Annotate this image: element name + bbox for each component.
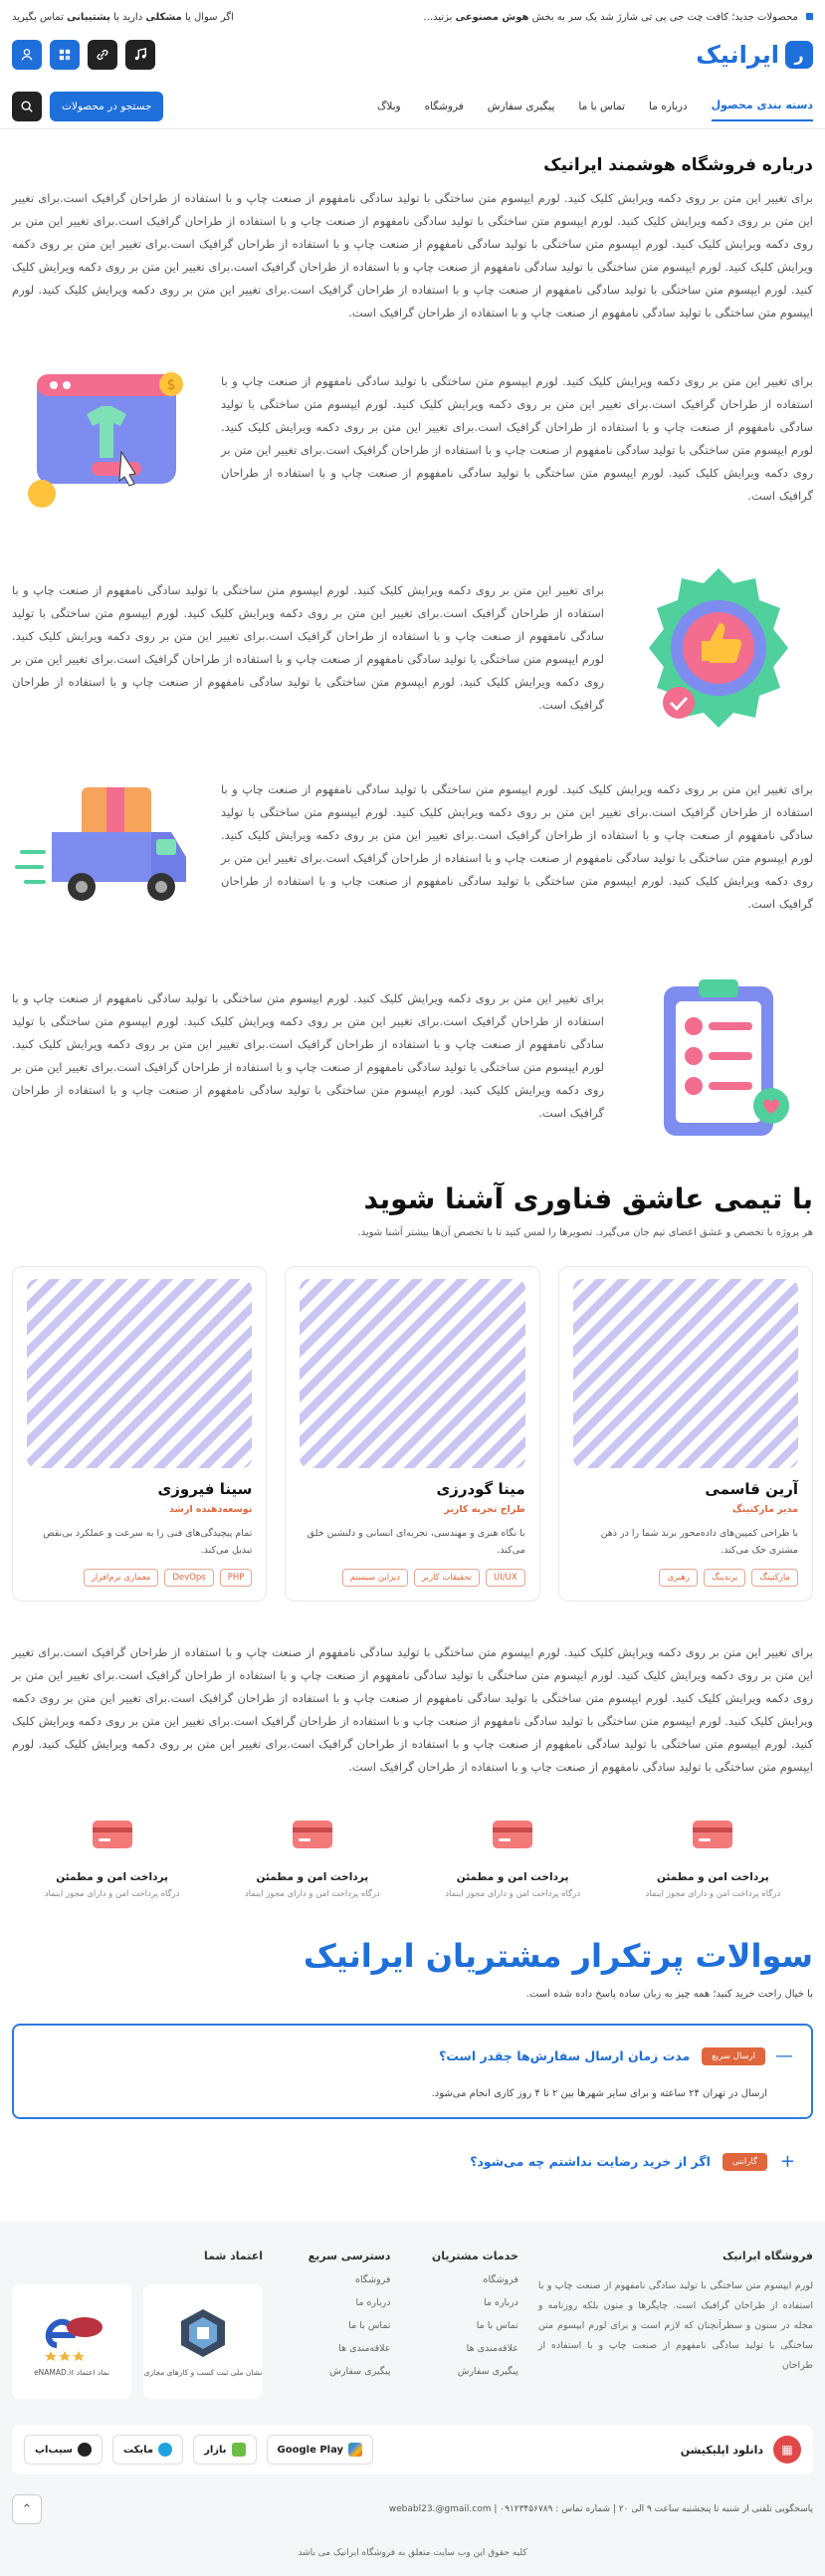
apps-button[interactable]	[50, 40, 80, 70]
nav-item-blog[interactable]: وبلاگ	[376, 100, 401, 112]
payment-feature	[18, 1815, 207, 1899]
footer-link[interactable]: فروشگاه	[483, 2274, 518, 2285]
payment-title: پرداخت امن و مطمئن	[456, 1871, 569, 1883]
nav-item-contact[interactable]: تماس با ما	[578, 100, 626, 112]
team-card[interactable]	[12, 1266, 267, 1602]
national-registry-badge[interactable]	[143, 2284, 263, 2399]
faq-badge: گارانتی	[722, 2153, 767, 2171]
enamad-logo-icon	[37, 2305, 106, 2361]
member-tags	[300, 1569, 524, 1587]
main-nav	[0, 84, 825, 129]
skill-tag: دیزاین سیستم	[342, 1569, 408, 1587]
team-card[interactable]	[285, 1266, 539, 1602]
member-name: سینا فیروزی	[157, 1480, 253, 1498]
header	[0, 34, 825, 76]
faq-question[interactable]: اگر از خرید رضایت نداشتم چه می‌شود؟	[470, 2154, 711, 2169]
footer-link[interactable]: درباره ما	[355, 2297, 391, 2308]
footer-trust-title: اعتماد شما	[203, 2250, 264, 2262]
support-mid: دارید با	[113, 11, 143, 23]
link-button[interactable]	[88, 40, 117, 70]
footer-link[interactable]: علاقه‌مندی ها	[338, 2343, 391, 2354]
search-products-button[interactable]: جستجو در محصولات	[50, 92, 163, 121]
google-play-icon	[348, 2443, 362, 2457]
search-icon	[20, 100, 34, 113]
user-icon	[20, 48, 34, 62]
footer-services	[410, 2250, 517, 2399]
announce-text: کافت چت جی پی تی شارژ شد یک سر به بخش	[531, 11, 729, 23]
payment-title: پرداخت امن و مطمئن	[56, 1871, 168, 1883]
credit-card-icon	[89, 1815, 136, 1854]
payment-feature	[418, 1815, 607, 1899]
feature-row-2	[0, 553, 825, 743]
header-actions	[12, 40, 155, 70]
nav-item-shop[interactable]: فروشگاه	[424, 100, 464, 112]
support-bold: مشکلی	[145, 11, 182, 23]
nav-menu	[377, 91, 813, 121]
announce-suffix: بزنید...	[423, 11, 453, 23]
music-button[interactable]	[125, 40, 155, 70]
store-label: سیب‌اپ	[35, 2444, 73, 2456]
member-photo-placeholder	[300, 1279, 524, 1468]
feature-text-2: برای تغییر این متن بر روی دکمه ویرایش کلیک کنید. لورم ایپسوم متن ساختگی با تولید سادگی نامفهوم از صنعت چاپ و با استفاده از طراحان گرافیک است.برای تغییر این متن بر روی دکمه ویرایش کلیک کنید. لورم ایپسوم متن ساختگی با تولید سادگی نامفهوم از صنعت چاپ و با استفاده از طراحان گرافیک است.برای تغییر این متن بر روی دکمه ویرایش کلیک کنید. لورم ایپسوم متن ساختگی با تولید سادگی نامفهوم از صنعت چاپ و با استفاده از طراحان گرافیک است.برای تغییر این متن بر روی دکمه ویرایش کلیک کنید. لورم ایپسوم متن ساختگی با تولید سادگی نامفهوم از صنعت چاپ و با استفاده از طراحان گرافیک است.	[12, 583, 604, 712]
app-stores	[24, 2435, 373, 2465]
team-subtitle: هر پروژه با تخصص و عشق اعضای تیم جان می‌گیرد. تصویرها را لمس کنید تا با تخصص آن‌ها بیشتر آشنا شوید.	[357, 1227, 813, 1238]
faq-item-open[interactable]	[12, 2024, 813, 2119]
support-link[interactable]: پشتیبانی	[67, 11, 110, 23]
member-name: آرین قاسمی	[705, 1480, 798, 1498]
skill-tag: تحقیقات کاربر	[414, 1569, 480, 1587]
payment-title: پرداخت امن و مطمئن	[256, 1871, 369, 1883]
myket-button[interactable]	[112, 2435, 183, 2465]
footer-link[interactable]: علاقه‌مندی ها	[466, 2343, 518, 2354]
quality-badge-illustration	[624, 553, 813, 743]
support-prefix: اگر سوال یا	[184, 11, 234, 23]
top-bar	[0, 0, 825, 34]
member-photo-placeholder	[573, 1279, 798, 1468]
footer-columns	[12, 2250, 813, 2399]
feature-text-4: برای تغییر این متن بر روی دکمه ویرایش کلیک کنید. لورم ایپسوم متن ساختگی با تولید سادگی نامفهوم از صنعت چاپ و با استفاده از طراحان گرافیک است.برای تغییر این متن بر روی دکمه ویرایش کلیک کنید. لورم ایپسوم متن ساختگی با تولید سادگی نامفهوم از صنعت چاپ و با استفاده از طراحان گرافیک است.برای تغییر این متن بر روی دکمه ویرایش کلیک کنید. لورم ایپسوم متن ساختگی با تولید سادگی نامفهوم از صنعت چاپ و با استفاده از طراحان گرافیک است.برای تغییر این متن بر روی دکمه ویرایش کلیک کنید. لورم ایپسوم متن ساختگی با تولید سادگی نامفهوم از صنعت چاپ و با استفاده از طراحان گرافیک است.	[12, 991, 604, 1120]
footer-about-text: لورم ایپسوم متن ساختگی با تولید سادگی نامفهوم از صنعت چاپ و با استفاده از طراحان گرافیک است. چاپگرها و متون بلکه روزنامه و مجله در ستون و سطرآنچنان که لازم است و برای لورم ایپسوم متن ساختگی با تولید سادگی نامفهوم از صنعت چاپ و با استفاده از طراحان	[537, 2280, 813, 2371]
registry-seal-icon	[175, 2305, 231, 2361]
scroll-top-button[interactable]	[12, 2494, 42, 2524]
app-grid-icon: ▦	[773, 2436, 801, 2464]
member-tags	[27, 1569, 252, 1587]
footer-about-title: فروشگاه ایرانیک	[722, 2250, 813, 2262]
announce-link[interactable]: هوش مصنوعی	[455, 11, 529, 23]
about-intro	[0, 187, 825, 324]
bazaar-button[interactable]	[193, 2435, 256, 2465]
skill-tag: DevOps	[164, 1569, 213, 1587]
member-role: طراح تجربه کاربر	[444, 1504, 525, 1515]
skill-tag: مارکتینگ	[751, 1569, 798, 1587]
payment-sub: درگاه پرداخت امن و دارای مجوز اینماد	[645, 1889, 781, 1899]
footer-link[interactable]: فروشگاه	[355, 2274, 391, 2285]
logo[interactable]	[696, 41, 813, 69]
contact-info: پاسخگویی تلفنی از شنبه تا پنجشنبه ساعت ۹ الی ۲۰ | شماره تماس : ۰۹۱۲۳۴۵۶۷۸۹ | webabl23.@gmail.com	[388, 2504, 813, 2514]
faq-subtitle: با خیال راحت خرید کنید؛ همه چیز به زبان ساده پاسخ داده شده است.	[525, 1989, 813, 2000]
closing-section	[0, 1641, 825, 1779]
footer-link[interactable]: تماس با ما	[476, 2320, 518, 2331]
user-account-button[interactable]	[12, 40, 42, 70]
member-role: توسعه‌دهنده ارشد	[169, 1504, 253, 1515]
footer	[0, 2222, 825, 2576]
faq-header[interactable]	[32, 2045, 793, 2066]
footer-link[interactable]: پیگیری سفارش	[329, 2366, 391, 2377]
member-desc: با نگاه هنری و مهندسی، تجربه‌ای انسانی و دلنشین خلق می‌کند.	[307, 1528, 525, 1556]
store-label: مایکت	[122, 2444, 154, 2456]
support-suffix: تماس بگیرید	[12, 11, 64, 23]
footer-link[interactable]: درباره ما	[483, 2297, 518, 2308]
skill-tag: رهبری	[659, 1569, 698, 1587]
enamad-badge-text: نماد اعتماد eNAMAD.ir	[34, 2367, 109, 2377]
app-download-bar	[12, 2425, 813, 2474]
team-card[interactable]	[558, 1266, 813, 1602]
credit-card-icon	[489, 1815, 536, 1854]
collapse-icon[interactable]: —	[775, 2045, 793, 2066]
feature-row-1	[0, 344, 825, 534]
bazaar-icon	[232, 2443, 246, 2457]
footer-services-title: خدمات مشتریان	[431, 2250, 518, 2262]
sibapp-icon	[78, 2443, 92, 2457]
announce-prefix: محصولات جدید؛	[731, 11, 798, 23]
delivery-truck-illustration	[12, 752, 201, 942]
store-label: Google Play	[277, 2444, 344, 2456]
member-name: مینا گودرزی	[436, 1480, 525, 1498]
announcement	[424, 12, 813, 23]
announce-dot	[806, 13, 813, 20]
skill-tag: PHP	[220, 1569, 253, 1587]
search-button[interactable]	[12, 92, 42, 121]
faq-answer: ارسال در تهران ۲۴ ساعته و برای سایر شهرها بین ۲ تا ۴ روز کاری انجام می‌شود.	[431, 2088, 767, 2099]
nav-search	[12, 92, 163, 121]
payment-sub: درگاه پرداخت امن و دارای مجوز اینماد	[44, 1889, 180, 1899]
footer-about	[538, 2250, 813, 2399]
footer-quick-links	[283, 2250, 390, 2399]
apps-icon	[58, 48, 72, 62]
support-note	[12, 12, 234, 23]
team-title: با تیمی عاشق فناوری آشنا شوید	[363, 1182, 813, 1215]
skill-tag: UI/UX	[486, 1569, 525, 1587]
footer-link[interactable]: تماس با ما	[348, 2320, 391, 2331]
feature-text-3: برای تغییر این متن بر روی دکمه ویرایش کلیک کنید. لورم ایپسوم متن ساختگی با تولید سادگی نامفهوم از صنعت چاپ و با استفاده از طراحان گرافیک است.برای تغییر این متن بر روی دکمه ویرایش کلیک کنید. لورم ایپسوم متن ساختگی با تولید سادگی نامفهوم از صنعت چاپ و با استفاده از طراحان گرافیک است.برای تغییر این متن بر روی دکمه ویرایش کلیک کنید. لورم ایپسوم متن ساختگی با تولید سادگی نامفهوم از صنعت چاپ و با استفاده از طراحان گرافیک است.برای تغییر این متن بر روی دکمه ویرایش کلیک کنید. لورم ایپسوم متن ساختگی با تولید سادگی نامفهوم از صنعت چاپ و با استفاده از طراحان گرافیک است.	[221, 782, 813, 911]
contact-row	[12, 2494, 813, 2524]
online-shop-illustration	[12, 344, 201, 534]
member-role: مدیر مارکتینگ	[732, 1504, 798, 1515]
faq-title: سوالات پرتکرار مشتریان ایرانیک	[303, 1937, 813, 1975]
about-intro-text: برای تغییر این متن بر روی دکمه ویرایش کلیک کنید. لورم ایپسوم متن ساختگی با تولید سادگی نامفهوم از صنعت چاپ و با استفاده از طراحان گرافیک است.برای تغییر این متن بر روی دکمه ویرایش کلیک کنید. لورم ایپسوم متن ساختگی با تولید سادگی نامفهوم از صنعت چاپ و با استفاده از طراحان گرافیک است.برای تغییر این متن بر روی دکمه ویرایش کلیک کنید. لورم ایپسوم متن ساختگی با تولید سادگی نامفهوم از صنعت چاپ و با استفاده از طراحان گرافیک است.برای تغییر این متن بر روی دکمه ویرایش کلیک کنید. لورم ایپسوم متن ساختگی با تولید سادگی نامفهوم از صنعت چاپ و با استفاده از طراحان گرافیک است.برای تغییر این متن بر روی دکمه ویرایش کلیک کنید. لورم ایپسوم متن ساختگی با تولید سادگی نامفهوم از صنعت چاپ و با استفاده از طراحان گرافیک است.برای تغییر این متن بر روی دکمه ویرایش کلیک کنید. لورم ایپسوم متن ساختگی با تولید سادگی نامفهوم از صنعت چاپ و با استفاده از طراحان گرافیک است.	[12, 191, 813, 320]
faq-item-closed[interactable]	[12, 2137, 813, 2186]
faq-badge: ارسال سریع	[702, 2047, 765, 2065]
payment-title: پرداخت امن و مطمئن	[657, 1871, 769, 1883]
payment-sub: درگاه پرداخت امن و دارای مجوز اینماد	[445, 1889, 581, 1899]
credit-card-icon	[289, 1815, 336, 1854]
app-download-label-group	[681, 2436, 801, 2464]
skill-tag: معماری نرم‌افزار	[84, 1569, 159, 1587]
nav-item-tracking[interactable]: پیگیری سفارش	[487, 100, 555, 112]
footer-link[interactable]: پیگیری سفارش	[457, 2366, 518, 2377]
music-icon	[133, 48, 147, 62]
nav-item-about[interactable]: درباره ما	[649, 100, 688, 112]
store-label: بازار	[204, 2444, 227, 2456]
faq-question[interactable]: مدت زمان ارسال سفارش‌ها چقدر است؟	[439, 2048, 691, 2063]
category-menu[interactable]: دسته بندی محصول	[712, 91, 813, 121]
payment-sub: درگاه پرداخت امن و دارای مجوز اینماد	[244, 1889, 380, 1899]
sibapp-button[interactable]	[24, 2435, 103, 2465]
feature-text-1: برای تغییر این متن بر روی دکمه ویرایش کلیک کنید. لورم ایپسوم متن ساختگی با تولید سادگی نامفهوم از صنعت چاپ و با استفاده از طراحان گرافیک است.برای تغییر این متن بر روی دکمه ویرایش کلیک کنید. لورم ایپسوم متن ساختگی با تولید سادگی نامفهوم از صنعت چاپ و با استفاده از طراحان گرافیک است.برای تغییر این متن بر روی دکمه ویرایش کلیک کنید. لورم ایپسوم متن ساختگی با تولید سادگی نامفهوم از صنعت چاپ و با استفاده از طراحان گرافیک است.برای تغییر این متن بر روی دکمه ویرایش کلیک کنید. لورم ایپسوم متن ساختگی با تولید سادگی نامفهوم از صنعت چاپ و با استفاده از طراحان گرافیک است.	[221, 374, 813, 503]
closing-text: برای تغییر این متن بر روی دکمه ویرایش کلیک کنید. لورم ایپسوم متن ساختگی با تولید سادگی نامفهوم از صنعت چاپ و با استفاده از طراحان گرافیک است.برای تغییر این متن بر روی دکمه ویرایش کلیک کنید. لورم ایپسوم متن ساختگی با تولید سادگی نامفهوم از صنعت چاپ و با استفاده از طراحان گرافیک است.برای تغییر این متن بر روی دکمه ویرایش کلیک کنید. لورم ایپسوم متن ساختگی با تولید سادگی نامفهوم از صنعت چاپ و با استفاده از طراحان گرافیک است.برای تغییر این متن بر روی دکمه ویرایش کلیک کنید. لورم ایپسوم متن ساختگی با تولید سادگی نامفهوم از صنعت چاپ و با استفاده از طراحان گرافیک است.برای تغییر این متن بر روی دکمه ویرایش کلیک کنید. لورم ایپسوم متن ساختگی با تولید سادگی نامفهوم از صنعت چاپ و با استفاده از طراحان گرافیک است.برای تغییر این متن بر روی دکمه ویرایش کلیک کنید. لورم ایپسوم متن ساختگی با تولید سادگی نامفهوم از صنعت چاپ و با استفاده از طراحان گرافیک است.	[12, 1645, 813, 1774]
member-photo-placeholder	[27, 1279, 252, 1468]
myket-icon	[158, 2443, 172, 2457]
about-title: درباره فروشگاه هوشمند ایرانیک	[543, 155, 813, 175]
app-download-label: دانلود اپلیکیشن	[680, 2443, 763, 2457]
expand-icon[interactable]: +	[779, 2151, 795, 2172]
skill-tag: برندینگ	[704, 1569, 745, 1587]
team-grid	[0, 1266, 825, 1602]
credit-card-icon	[689, 1815, 736, 1854]
logo-mark: ر	[785, 41, 813, 69]
chevron-up-icon: ⌃	[21, 2501, 33, 2517]
feature-row-4	[0, 962, 825, 1151]
link-icon	[96, 48, 109, 62]
copyright: کلیه حقوق این وب سایت متعلق به فروشگاه ایرانیک می باشد	[298, 2548, 527, 2558]
payment-feature	[218, 1815, 407, 1899]
footer-quick-title: دسترسی سریع	[308, 2250, 391, 2262]
payment-features	[0, 1815, 825, 1899]
svg-text:$: $	[166, 377, 176, 393]
checklist-illustration	[624, 962, 813, 1151]
trust-badges	[12, 2284, 263, 2399]
logo-text: ایرانیک	[696, 41, 779, 69]
footer-trust	[12, 2250, 263, 2399]
payment-feature	[618, 1815, 807, 1899]
feature-row-3	[0, 752, 825, 942]
member-desc: تمام پیچیدگی‌های فنی را به سرعت و عملکرد بی‌نقص تبدیل می‌کند.	[43, 1528, 253, 1556]
member-tags	[573, 1569, 798, 1587]
registry-badge-text: نشان ملی ثبت کسب و کارهای مجازی	[143, 2367, 263, 2377]
google-play-button[interactable]	[267, 2435, 374, 2465]
enamad-badge[interactable]	[12, 2284, 131, 2399]
member-desc: با طراحی کمپین‌های داده‌محور برند شما را در ذهن مشتری حک می‌کند.	[600, 1528, 798, 1556]
